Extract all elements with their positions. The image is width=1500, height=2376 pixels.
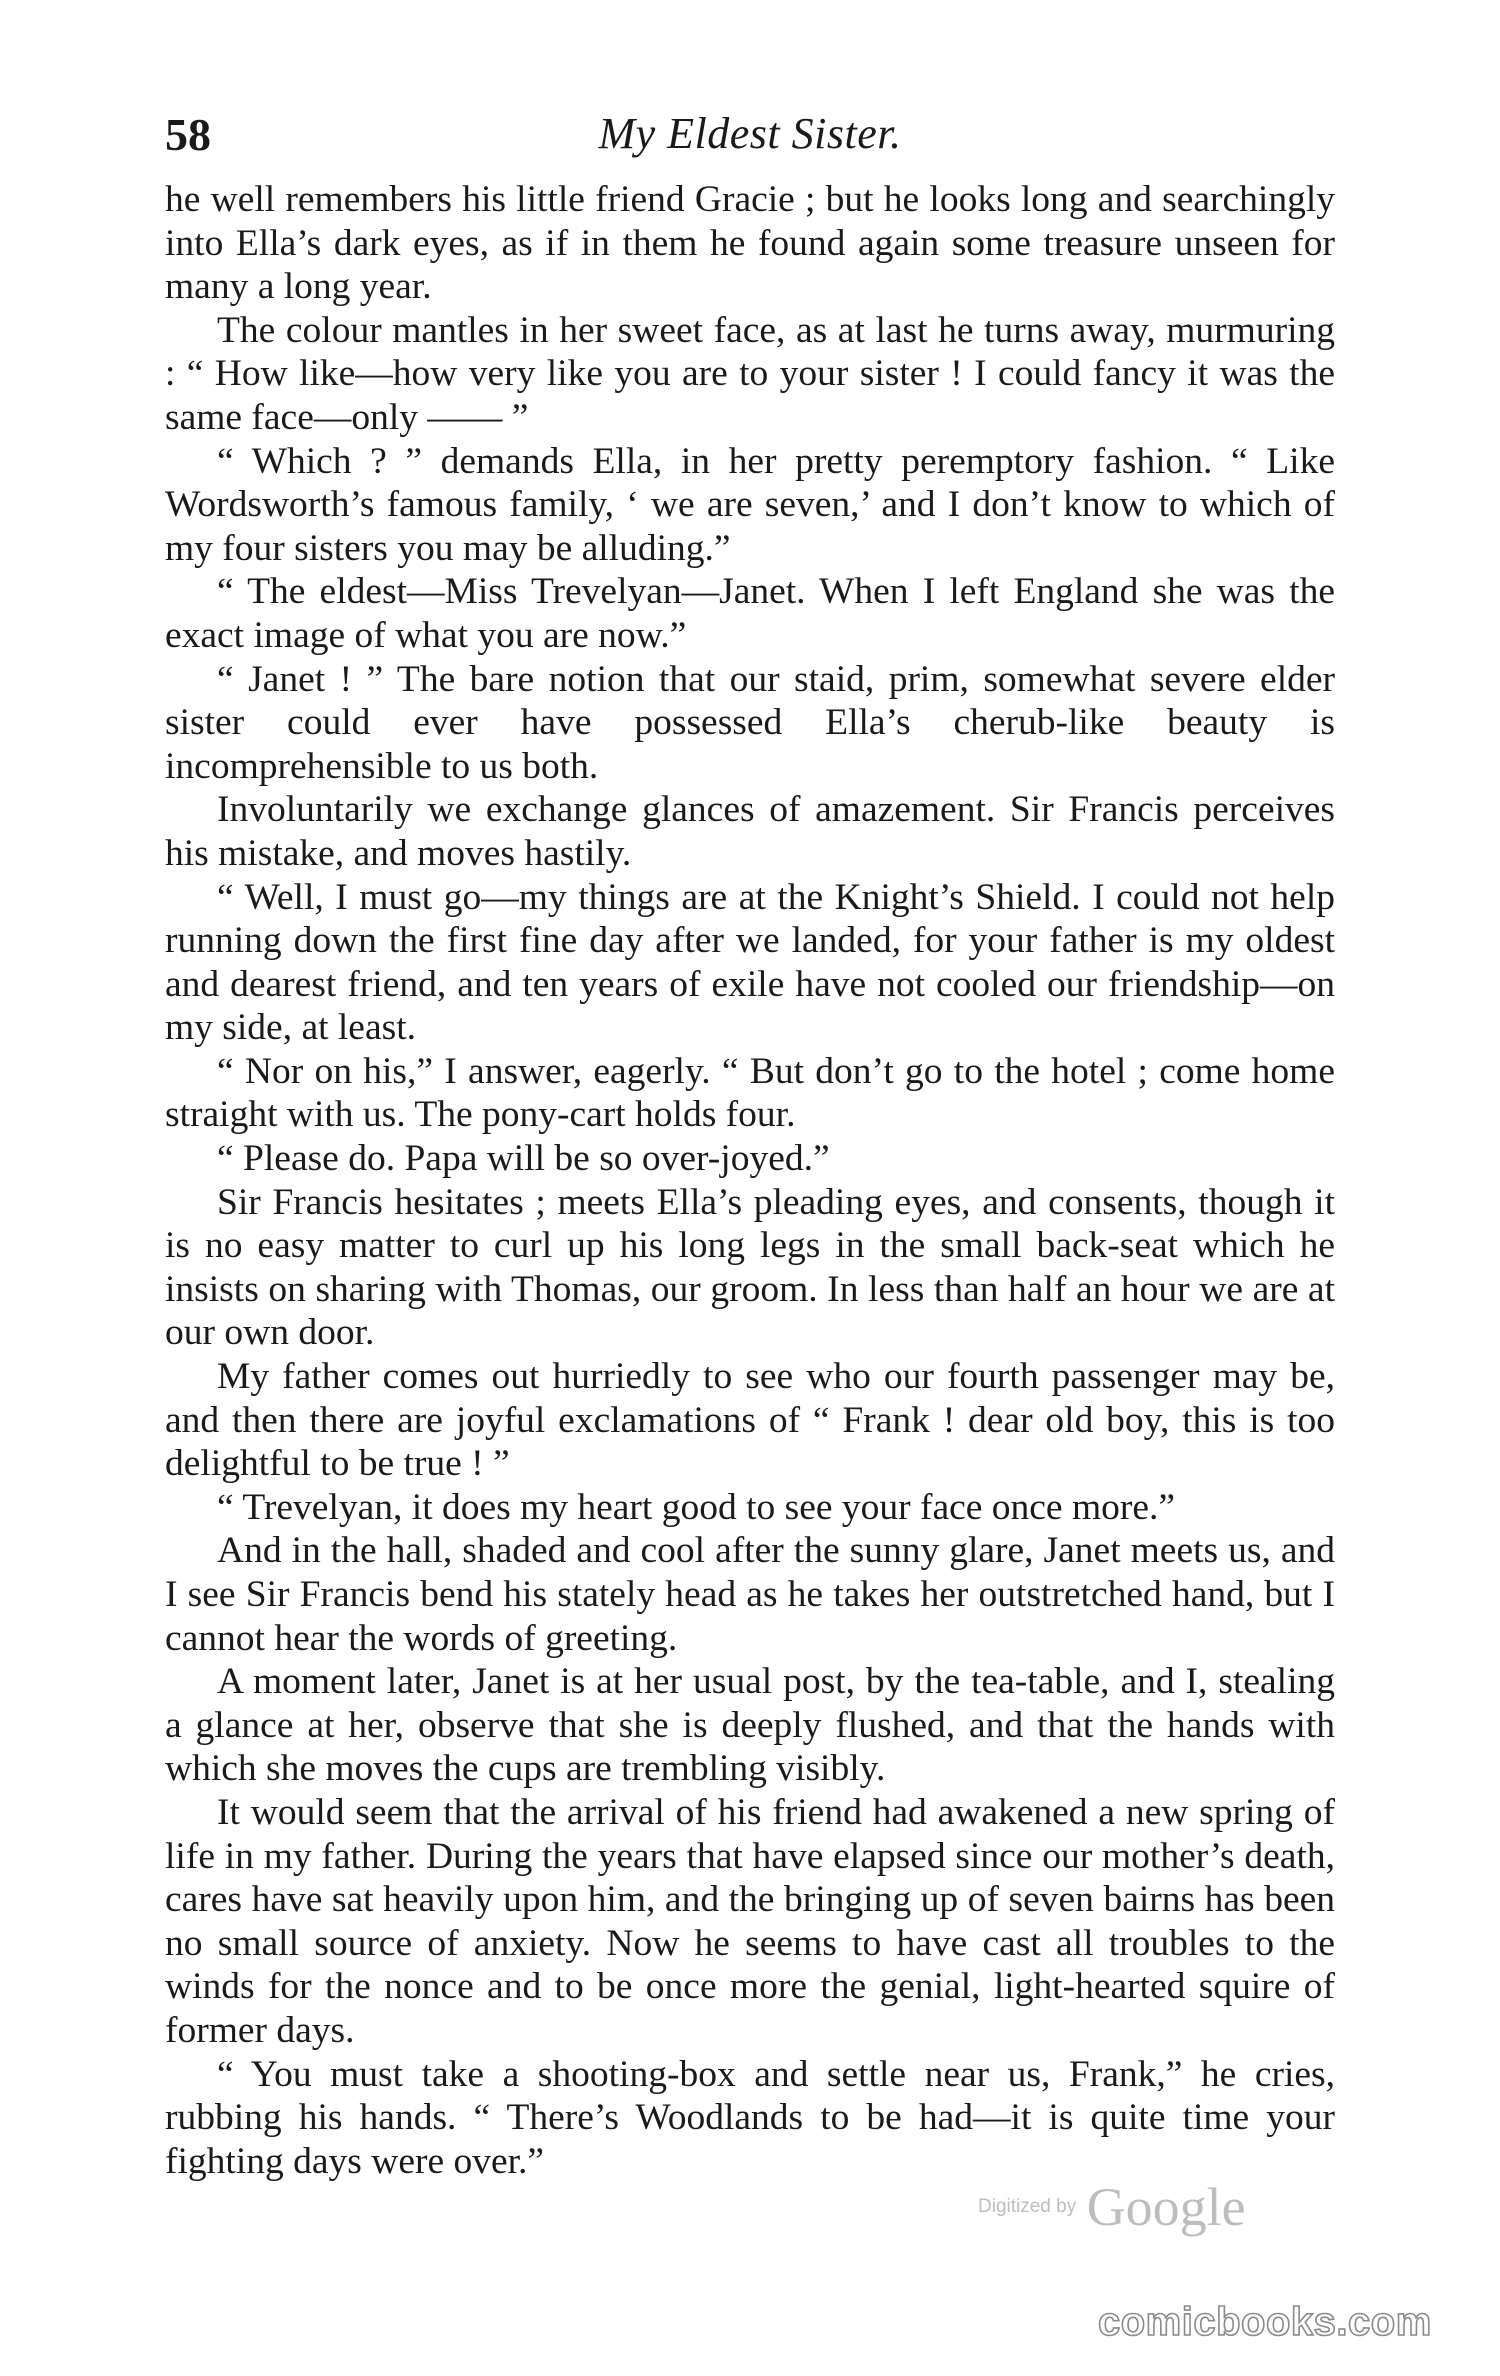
paragraph: “ Please do. Papa will be so over-joyed.”: [217, 1138, 830, 1180]
paragraph: “ Nor on his,” I answer, eagerly. “ But don’t go to the hotel ; come home straight with us. The pony-cart holds four.: [165, 1050, 1335, 1136]
paragraph: “ Trevelyan, it does my heart good to see your face once more.”: [217, 1486, 1176, 1528]
paragraph: Sir Francis hesitates ; meets Ella’s pleading eyes, and consents, though it is no easy matter to curl up his long legs in the small back-seat which he insists on sharing with Thomas, our groom. In less than half an hour we are at our own door.: [165, 1181, 1335, 1354]
paragraph: “ Which ? ” demands Ella, in her pretty peremptory fashion. “ Like Wordsworth’s famous family, ‘ we are seven,’ and I don’t know to which of my four sisters you may be alluding.”: [165, 440, 1335, 569]
paragraph: It would seem that the arrival of his friend had awakened a new spring of life in my father. During the years that have elapsed since our mother’s death, cares have sat heavily upon him, and the bringing up of seven bairns has been no small source of anxiety. Now he seems to have cast all troubles to the winds for the nonce and to be once more the genial, light-hearted squire of former days.: [165, 1791, 1335, 2051]
digitized-by-label: Digitized by: [978, 2196, 1077, 2217]
running-title: My Eldest Sister.: [598, 109, 902, 158]
paragraph: “ Well, I must go—my things are at the Knight’s Shield. I could not help running down the first fine day after we landed, for your father is my oldest and dearest friend, and ten years of exile have not cooled our friendship—on my side, at least.: [165, 876, 1335, 1049]
paragraph: And in the hall, shaded and cool after the sunny glare, Janet meets us, and I see Sir Francis bend his stately head as he takes her outstretched hand, but I cannot hear the words of greeting.: [165, 1530, 1335, 1659]
paragraph: he well remembers his little friend Gracie ; but he looks long and searchingly into Ella’s dark eyes, as if in them he found again some treasure unseen for many a long year.: [165, 179, 1335, 308]
paragraph: My father comes out hurriedly to see who our fourth passenger may be, and then there are joyful exclamations of “ Frank ! dear old boy, this is too delightful to be true ! ”: [165, 1356, 1335, 1485]
page-header: [165, 108, 1335, 168]
paragraph: “ The eldest—Miss Trevelyan—Janet. When I left England she was the exact image of what you are now.”: [165, 571, 1335, 656]
digitized-by-google-mark: [978, 2176, 1246, 2238]
paragraph: The colour mantles in her sweet face, as at last he turns away, murmuring : “ How like—how very like you are to your sister ! I could fancy it was the same face—only —— ”: [165, 309, 1335, 438]
paragraph: A moment later, Janet is at her usual post, by the tea-table, and I, stealing a glance at her, observe that she is deeply flushed, and that the hands with which she moves the cups are trembling visibly.: [165, 1661, 1335, 1790]
paragraph: “ Janet ! ” The bare notion that our staid, prim, somewhat severe elder sister could ever have possessed Ella’s cherub-like beauty is incomprehensible to us both.: [165, 658, 1335, 787]
paragraph: Involuntarily we exchange glances of amazement. Sir Francis perceives his mistake, and moves hastily.: [165, 789, 1335, 874]
paragraph: “ You must take a shooting-box and settle near us, Frank,” he cries, rubbing his hands. “ There’s Woodlands to be had—it is quite time your fighting days were over.”: [165, 2053, 1335, 2182]
site-watermark: comicbooks.com: [1098, 2300, 1432, 2344]
body-text: [165, 178, 1335, 2183]
google-logo: Google: [1086, 2177, 1246, 2237]
page-number: 58: [165, 109, 211, 160]
